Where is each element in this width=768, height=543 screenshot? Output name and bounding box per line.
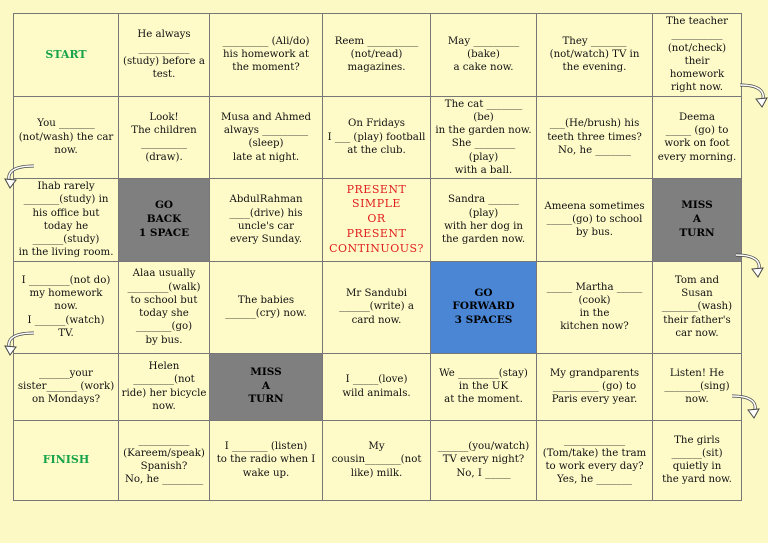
board-square: [119, 353, 210, 420]
board-square: [537, 261, 653, 353]
square-text: START: [45, 47, 87, 61]
start-square: [14, 14, 119, 97]
square-text: I _______ (listen) to the radio when I wake up.: [216, 441, 316, 479]
board-square: [210, 96, 323, 179]
board-square: [653, 96, 742, 179]
square-text: ______your sister______ (work) on Mondays?: [17, 367, 115, 406]
bonus-square: [431, 261, 537, 353]
board-square: [431, 420, 537, 500]
square-text: My cousin_______(not like) milk.: [331, 441, 422, 479]
board-square: [14, 353, 119, 420]
board-row: [14, 96, 742, 179]
square-text: I ________(not do) my homework now. I ______(watch) TV.: [21, 274, 111, 339]
square-text: _____ Martha _____ (cook) in the kitchen now?: [546, 281, 643, 333]
square-text: ____________ (Tom/take) the tram to work every day? Yes, he _______: [542, 434, 647, 486]
penalty-square: [210, 353, 323, 420]
square-text: I _____(love) wild animals.: [342, 374, 411, 399]
square-text: Helen ________(not ride) her bicycle now.: [121, 361, 207, 412]
curved-arrow-right-icon: [734, 252, 768, 278]
board-square: [653, 353, 742, 420]
board-square: [537, 353, 653, 420]
board-square: [323, 420, 431, 500]
square-text: On Fridays I ___ (play) football at the club.: [327, 118, 426, 156]
square-text: AbdulRahman ____(drive) his uncle's car every Sunday.: [229, 194, 303, 245]
square-text: The girls ______(sit) quietly in the yard now.: [662, 434, 732, 486]
square-text: Alaa usually ________(walk) to school but today she _______(go) by bus.: [127, 268, 201, 346]
square-text: Listen! He _______(sing) now.: [664, 367, 730, 406]
board-square: [537, 96, 653, 179]
square-text: You _______ (not/wash) the car now.: [18, 118, 114, 156]
square-text: Tom and Susan _______(wash) their father's car now.: [661, 274, 733, 339]
square-text: May _________ (bake) a cake now.: [447, 35, 520, 74]
square-text: GO FORWARD 3 SPACES: [452, 286, 515, 326]
square-text: GO BACK 1 SPACE: [138, 199, 190, 239]
square-text: Ihab rarely _______(study) in his office but today he ______(study) in the living room.: [18, 181, 114, 259]
square-text: MISS A TURN: [248, 366, 284, 406]
square-text: They _______ (not/watch) TV in the evening.: [549, 35, 640, 74]
board-square: [119, 261, 210, 353]
penalty-square: [653, 179, 742, 262]
finish-square: [14, 420, 119, 500]
board-square: [537, 420, 653, 500]
board-square: [653, 420, 742, 500]
board-row: [14, 420, 742, 500]
square-text: _________ (Ali/do) his homework at the moment?: [222, 35, 310, 74]
board-square: [431, 14, 537, 97]
board-square: [653, 14, 742, 97]
square-text: ___(He/brush) his teeth three times? No, he _______: [547, 118, 642, 156]
square-text: MISS A TURN: [679, 199, 715, 239]
square-text: Sandra ______ (play) with her dog in the garden now.: [441, 194, 526, 245]
square-text: Deema _____ (go) to work on foot every morning.: [657, 111, 737, 163]
square-text: PRESENT SIMPLE OR PRESENT CONTINUOUS?: [329, 182, 424, 256]
board-square: [537, 14, 653, 97]
square-text: The teacher __________ (not/check) their homework right now.: [666, 16, 728, 94]
curved-arrow-left-icon: [2, 330, 36, 356]
board-square: [323, 96, 431, 179]
square-text: Mr Sandubi ______(write) a card now.: [339, 288, 414, 326]
curved-arrow-left-icon: [2, 163, 36, 189]
square-text: Reem __________ (not/read) magazines.: [334, 35, 419, 74]
square-text: The cat _______ (be) in the garden now. She ________ (play) with a ball.: [435, 98, 532, 176]
board-square: [431, 353, 537, 420]
board-square: [14, 179, 119, 262]
square-text: My grandparents _________ (go) to Paris every year.: [549, 367, 640, 406]
board-square: [210, 261, 323, 353]
square-text: ______(you/watch) TV every night? No, I _____: [437, 441, 530, 479]
game-board: [13, 13, 742, 501]
square-text: Look! The children _________ (draw).: [131, 111, 197, 163]
board-square: [431, 96, 537, 179]
board-row: [14, 14, 742, 97]
board-row: [14, 179, 742, 262]
penalty-square: [119, 179, 210, 262]
board-square: [323, 261, 431, 353]
board-square: [119, 96, 210, 179]
board-square: [119, 420, 210, 500]
square-text: Ameena sometimes _____(go) to school by bus.: [544, 200, 645, 239]
board-square: [210, 14, 323, 97]
square-text: Musa and Ahmed always _________ (sleep) late at night.: [220, 111, 312, 163]
curved-arrow-right-icon: [738, 82, 768, 108]
board-square: [210, 420, 323, 500]
board-row: [14, 353, 742, 420]
board-square: [653, 261, 742, 353]
board-square: [323, 14, 431, 97]
board-square: [431, 179, 537, 262]
square-text: FINISH: [42, 452, 90, 466]
square-text: We ________(stay) in the UK at the moment.: [439, 367, 528, 406]
square-text: He always __________ (study) before a test.: [122, 29, 205, 80]
board-square: [119, 14, 210, 97]
square-text: The babies ______(cry) now.: [225, 294, 307, 319]
square-text: __________ (Kareem/speak) Spanish? No, he ________: [123, 434, 205, 486]
board-square: [537, 179, 653, 262]
board-row: [14, 261, 742, 353]
curved-arrow-right-icon: [730, 393, 764, 419]
board-square: [323, 353, 431, 420]
game-title-square: [323, 179, 431, 262]
board-square: [210, 179, 323, 262]
